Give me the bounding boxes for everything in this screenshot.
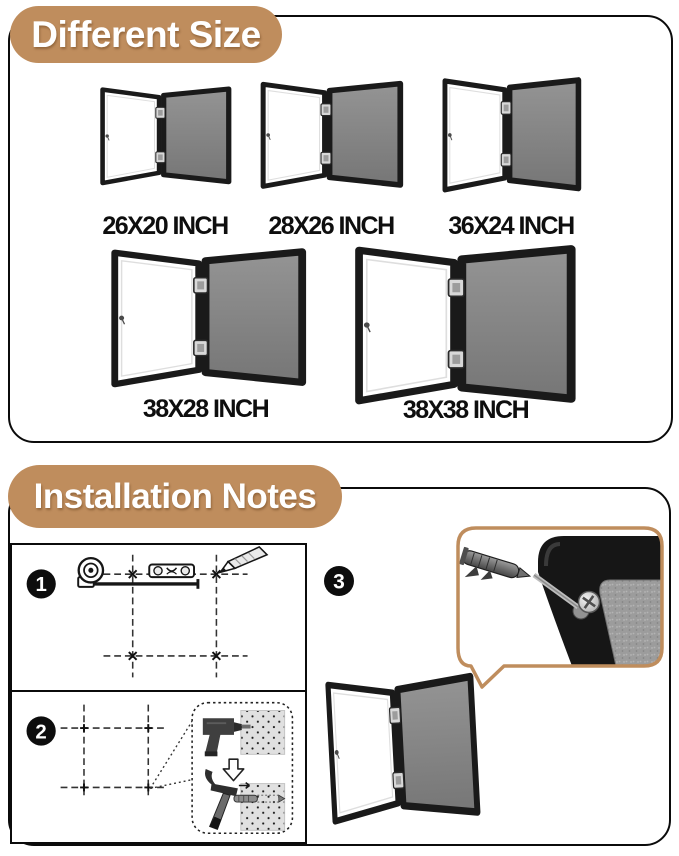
step-3-number: 3 (333, 570, 345, 594)
install-step-2-diagram (12, 692, 305, 842)
installation-notes-title: Installation Notes (33, 476, 317, 516)
callout-leader-lines (150, 721, 192, 788)
step-3-callout-bubble (456, 528, 662, 687)
bulletin-board-38x28 (105, 242, 310, 394)
bulletin-board-38x38 (348, 238, 580, 412)
bulletin-board-36x24 (438, 72, 584, 198)
different-size-title: Different Size (31, 13, 261, 55)
installation-notes-title-badge (8, 465, 342, 528)
bulletin-board-26x20 (96, 82, 234, 190)
different-size-title-badge (10, 6, 282, 63)
level-icon (149, 564, 194, 577)
size-label-36x24: 36X24 INCH (448, 212, 574, 240)
wall-patch-bottom (241, 784, 285, 831)
step-3-number-badge (324, 566, 354, 596)
install-step-3-diagram (310, 520, 669, 846)
size-label-28x26: 28X26 INCH (268, 212, 394, 240)
bulletin-board-28x26 (256, 76, 406, 194)
install-step-1-diagram (12, 545, 305, 691)
size-label-26x20: 26X20 INCH (102, 212, 228, 240)
wall-patch-top (241, 711, 285, 755)
step-2-callout-bubble (192, 703, 292, 834)
step-1-number-badge (27, 569, 56, 598)
step-2-number: 2 (35, 720, 47, 744)
step-1-number: 1 (35, 573, 47, 597)
size-label-38x28: 38X28 INCH (142, 395, 269, 423)
install-step-1-box (10, 543, 307, 693)
pencil-icon (220, 547, 267, 572)
step-2-number-badge (27, 716, 56, 745)
install-step-2-box (10, 690, 307, 844)
bulletin-board-mounted (328, 677, 478, 822)
marking-crosshair-lines (61, 705, 168, 796)
size-label-38x38: 38X38 INCH (402, 396, 529, 424)
